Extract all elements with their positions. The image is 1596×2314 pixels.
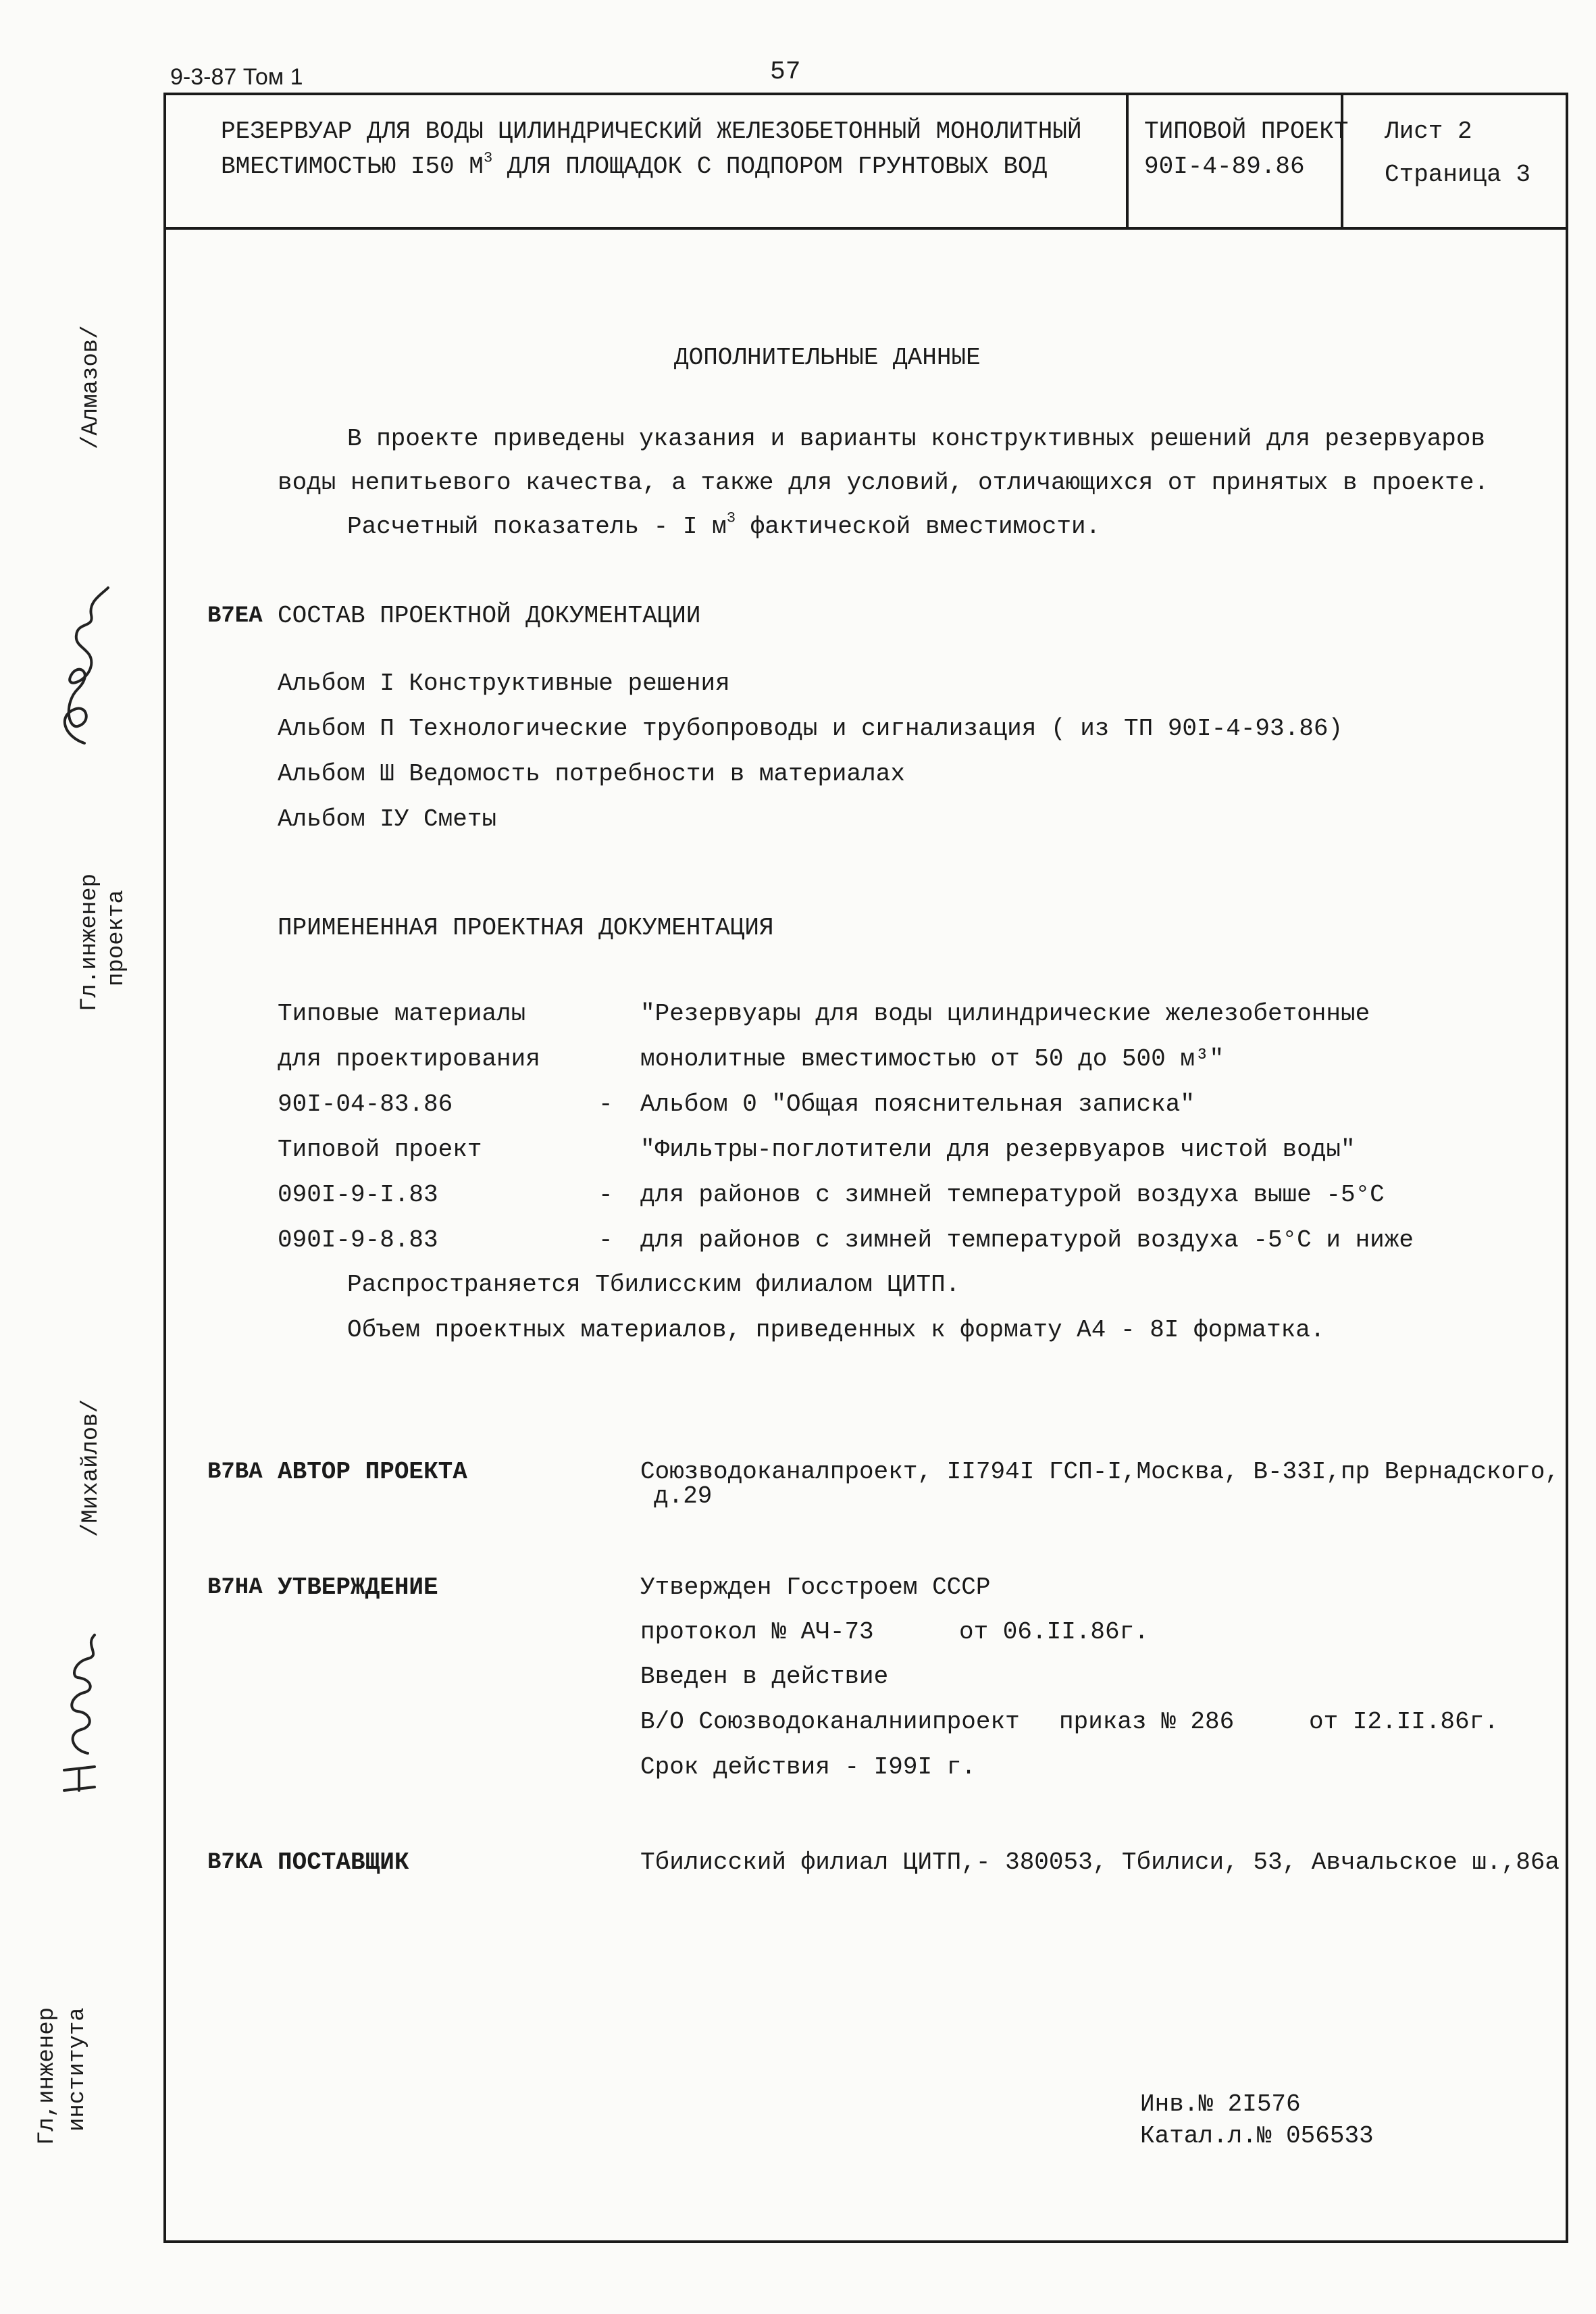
header-column-divider [1126, 93, 1129, 228]
approval-protocol-date: от 06.II.86г. [959, 1618, 1149, 1646]
project-label: ТИПОВОЙ ПРОЕКТ [1144, 118, 1349, 145]
author-label: АВТОР ПРОЕКТА [278, 1458, 467, 1486]
sheet-number: Лист 2 [1385, 118, 1472, 145]
approval-order-date: от I2.II.86г. [1309, 1708, 1499, 1736]
applied-doc-left: 90I-04-83.86 [278, 1090, 453, 1118]
album-item: Альбом I Конструктивные решения [278, 670, 730, 697]
applied-doc-dash: - [598, 1090, 613, 1118]
side-label-mikhailov: /Михайлов/ [78, 1399, 104, 1537]
catalog-sheet-number: Катал.л.№ 056533 [1140, 2122, 1374, 2150]
applied-doc-right: Альбом 0 "Общая пояснительная записка" [640, 1090, 1195, 1118]
album-item: Альбом IУ Сметы [278, 805, 497, 833]
header-divider [163, 227, 1568, 230]
signature-mikhailov [37, 1625, 118, 1801]
page-number: 57 [770, 57, 801, 86]
inventory-number: Инв.№ 2I576 [1140, 2090, 1301, 2118]
distribution-note: Распространяется Тбилисским филиалом ЦИТП. [347, 1271, 960, 1299]
applied-doc-left: Типовой проект [278, 1136, 482, 1163]
header-column-divider [1341, 93, 1343, 228]
author-org-line2: д.29 [654, 1482, 713, 1510]
section-code: В7КА [207, 1850, 263, 1876]
intro-paragraph-line2: воды непитьевого качества, а также для условий, отличающихся от принятых в проекте. [278, 469, 1489, 497]
header-title-line2: ВМЕСТИМОСТЬЮ I50 $М^3$ ДЛЯ ПЛОЩАДОК С ПОДПОРОМ ГРУНТОВЫХ ВОД [221, 149, 1048, 180]
header-title-line1: РЕЗЕРВУАР ДЛЯ ВОДЫ ЦИЛИНДРИЧЕСКИЙ ЖЕЛЕЗОБЕТОННЫЙ МОНОЛИТНЫЙ [221, 118, 1082, 145]
album-item: Альбом Ш Ведомость потребности в материалах [278, 760, 905, 788]
applied-doc-right: "Резервуары для воды цилиндрические железобетонные [640, 1000, 1370, 1028]
applied-doc-left: 090I-9-I.83 [278, 1181, 438, 1209]
signature-almazov [37, 581, 118, 757]
section-code: В7НА [207, 1575, 263, 1601]
approval-protocol: протокол № АЧ-73 [640, 1618, 874, 1646]
applied-doc-dash: - [598, 1226, 613, 1254]
applied-doc-right: "Фильтры-поглотители для резервуаров чистой воды" [640, 1136, 1356, 1163]
project-number: 90I-4-89.86 [1144, 153, 1305, 180]
side-label-almazov: /Алмазов/ [78, 325, 104, 449]
approval-line: Введен в действие [640, 1663, 889, 1690]
applied-doc-right: для районов с зимней температурой воздуха -5°С и ниже [640, 1226, 1414, 1254]
volume-note: Объем проектных материалов, приведенных к формату А4 - 8I форматка. [347, 1316, 1325, 1344]
approval-line: Утвержден Госстроем СССР [640, 1574, 991, 1601]
applied-doc-right: для районов с зимней температурой воздуха выше -5°С [640, 1181, 1385, 1209]
side-label-chief-engineer-institute: института [65, 2007, 91, 2132]
side-label-chief-engineer-project: проекта [104, 890, 130, 986]
section-heading-composition: СОСТАВ ПРОЕКТНОЙ ДОКУМЕНТАЦИИ [278, 602, 701, 630]
supplier-address: Тбилисский филиал ЦИТП,- 380053, Тбилиси, 53, Авчальское ш.,86а [640, 1848, 1560, 1876]
side-label-chief-engineer-institute: Гл,инженер [34, 2007, 60, 2145]
applied-doc-left: для проектирования [278, 1045, 540, 1073]
supplier-label: ПОСТАВЩИК [278, 1848, 409, 1876]
intro-paragraph-line1: В проекте приведены указания и варианты конструктивных решений для резервуаров [347, 425, 1486, 453]
section-code: В7ВА [207, 1459, 263, 1485]
approval-org: В/О Союзводоканалниипроект [640, 1708, 1020, 1736]
album-item: Альбом П Технологические трубопроводы и сигнализация ( из ТП 90I-4-93.86) [278, 715, 1343, 743]
applied-doc-right: монолитные вместимостью от 50 до 500 м³" [640, 1045, 1225, 1073]
page-frame [163, 93, 1568, 2243]
approval-label: УТВЕРЖДЕНИЕ [278, 1574, 438, 1601]
calc-indicator: Расчетный показатель - I $м^3$ фактической вместимости. [347, 509, 1101, 540]
applied-doc-left: Типовые материалы [278, 1000, 526, 1028]
author-org-line1: Союзводоканалпроект, II794I ГСП-I,Москва, В-33I,пр Вернадского, [640, 1458, 1560, 1486]
approval-order: приказ № 286 [1059, 1708, 1235, 1736]
section-code: В7ЕА [207, 603, 263, 629]
side-label-chief-engineer-project: Гл.инженер [77, 873, 103, 1011]
applied-doc-left: 090I-9-8.83 [278, 1226, 438, 1254]
section-heading-additional-data: ДОПОЛНИТЕЛЬНЫЕ ДАННЫЕ [674, 344, 981, 372]
approval-validity: Срок действия - I99I г. [640, 1753, 976, 1781]
section-heading-applied-docs: ПРИМЕНЕННАЯ ПРОЕКТНАЯ ДОКУМЕНТАЦИЯ [278, 914, 774, 942]
page-ref: Страница 3 [1385, 161, 1531, 188]
document-code: 9-3-87 Том 1 [170, 64, 303, 90]
applied-doc-dash: - [598, 1181, 613, 1209]
